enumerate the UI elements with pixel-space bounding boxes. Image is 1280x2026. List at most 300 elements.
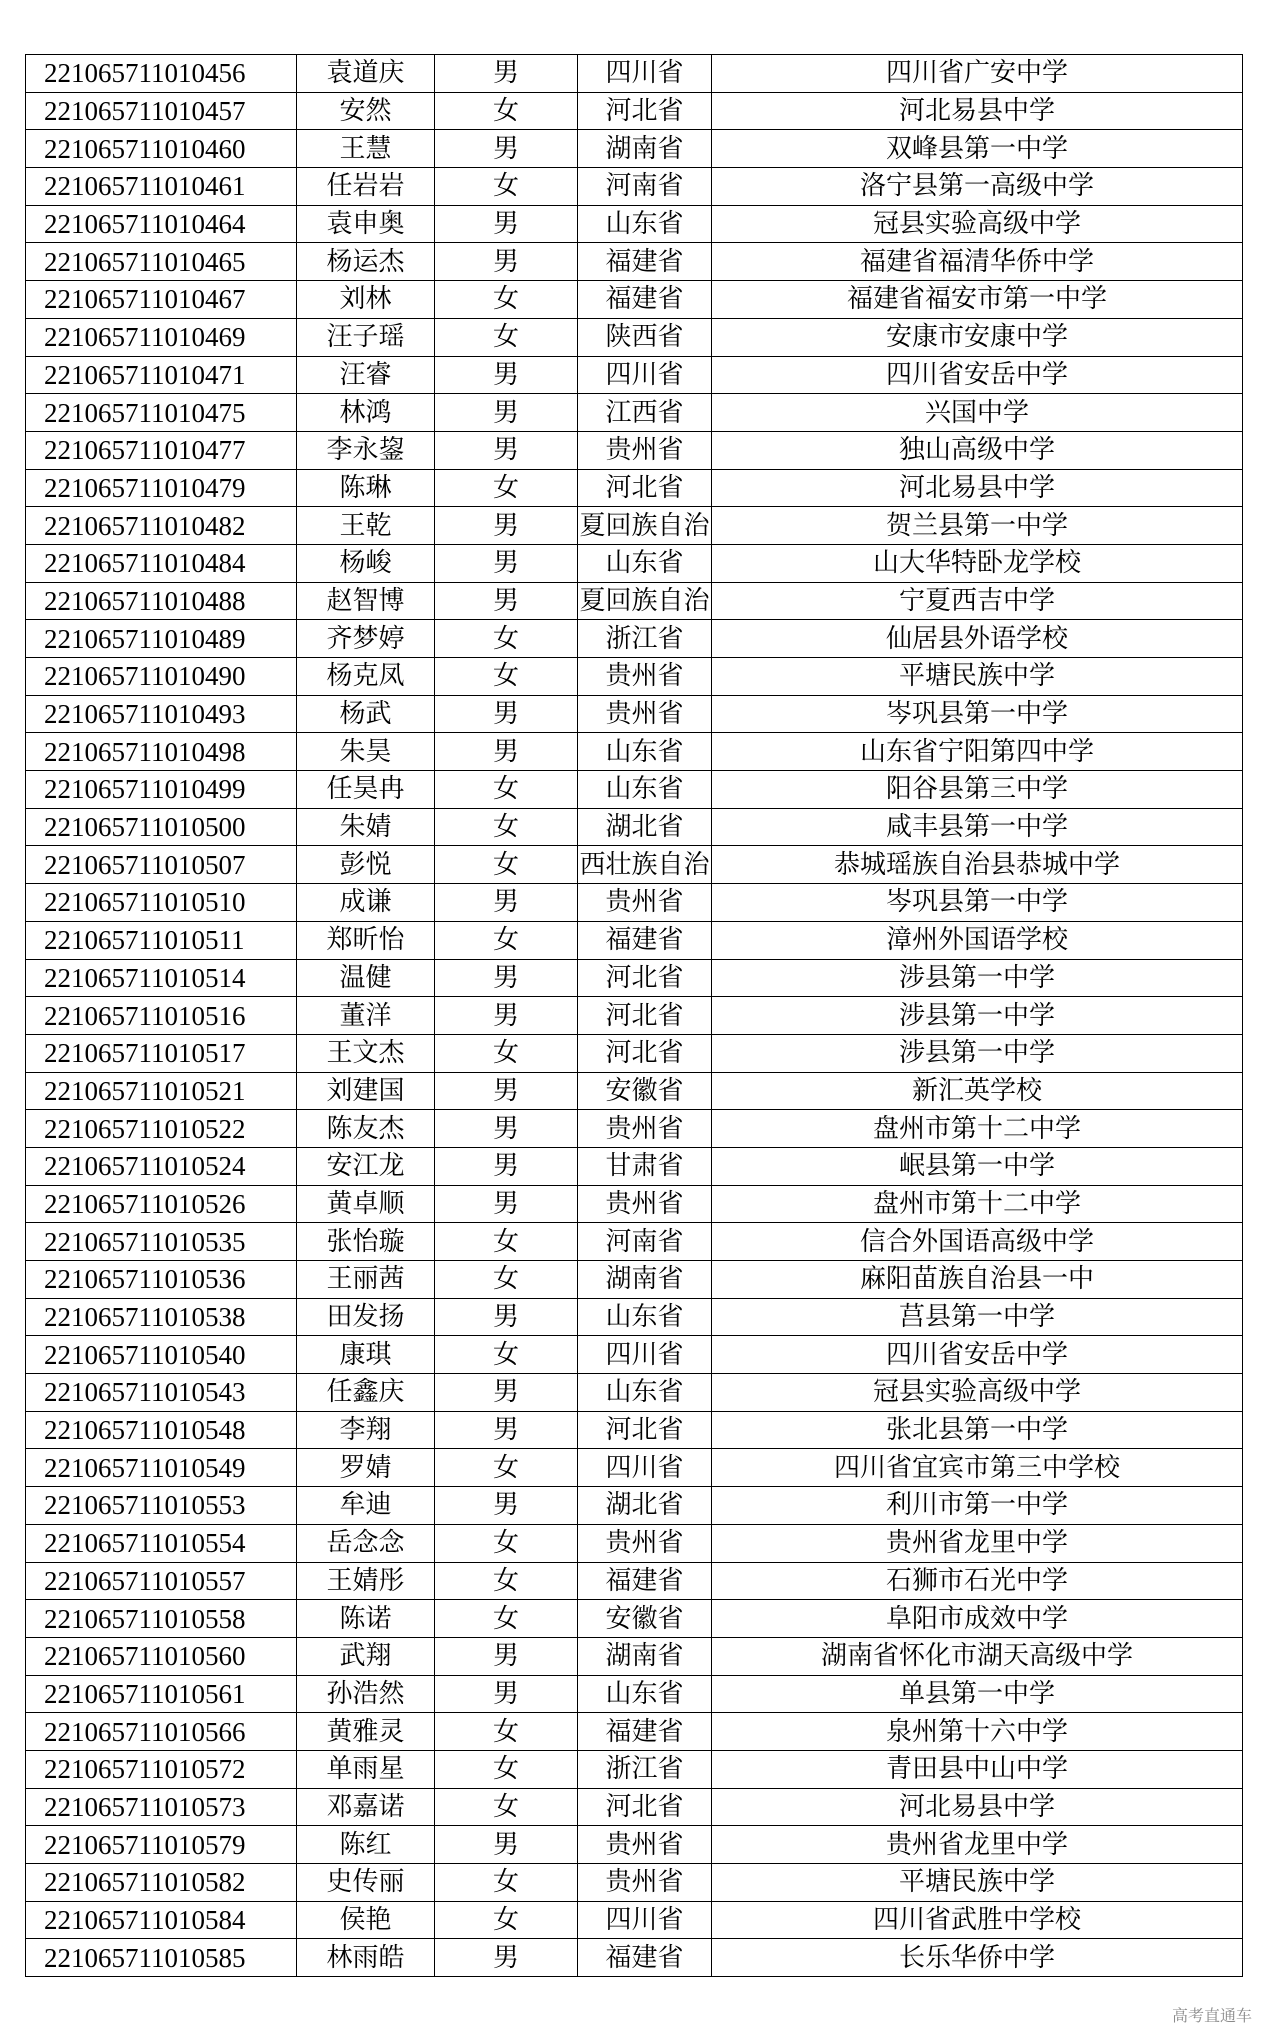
table-row (26, 1298, 1243, 1336)
gender-cell: 女 (435, 469, 578, 507)
school-cell: 长乐华侨中学 (712, 1939, 1243, 1977)
name-cell: 陈琳 (297, 469, 435, 507)
exam-id-cell: 221065711010471 (26, 356, 297, 394)
school-cell: 咸丰县第一中学 (712, 808, 1243, 846)
table-row (26, 658, 1243, 696)
province-cell: 河北省 (578, 1034, 712, 1072)
gender-cell: 女 (435, 1336, 578, 1374)
province-cell: 四川省 (578, 356, 712, 394)
table-row (26, 1185, 1243, 1223)
school-cell: 双峰县第一中学 (712, 130, 1243, 168)
name-cell: 任岩岩 (297, 168, 435, 206)
name-cell: 陈红 (297, 1826, 435, 1864)
name-cell: 张怡璇 (297, 1223, 435, 1261)
table-row (26, 1261, 1243, 1299)
school-cell: 山东省宁阳第四中学 (712, 733, 1243, 771)
exam-id-cell: 221065711010510 (26, 884, 297, 922)
school-cell: 盘州市第十二中学 (712, 1110, 1243, 1148)
school-cell: 青田县中山中学 (712, 1750, 1243, 1788)
name-cell: 岳念念 (297, 1524, 435, 1562)
exam-id-cell: 221065711010543 (26, 1374, 297, 1412)
school-cell: 仙居县外语学校 (712, 620, 1243, 658)
exam-id-cell: 221065711010549 (26, 1449, 297, 1487)
school-cell: 信合外国语高级中学 (712, 1223, 1243, 1261)
name-cell: 安江龙 (297, 1147, 435, 1185)
gender-cell: 女 (435, 1562, 578, 1600)
gender-cell: 女 (435, 620, 578, 658)
table-row (26, 469, 1243, 507)
name-cell: 林鸿 (297, 394, 435, 432)
school-cell: 涉县第一中学 (712, 959, 1243, 997)
exam-id-cell: 221065711010584 (26, 1901, 297, 1939)
exam-id-cell: 221065711010557 (26, 1562, 297, 1600)
exam-id-cell: 221065711010499 (26, 771, 297, 809)
exam-id-cell: 221065711010582 (26, 1864, 297, 1902)
table-row (26, 92, 1243, 130)
name-cell: 史传丽 (297, 1864, 435, 1902)
table-row (26, 1637, 1243, 1675)
exam-id-cell: 221065711010469 (26, 318, 297, 356)
province-cell: 湖南省 (578, 1261, 712, 1299)
province-cell: 湖南省 (578, 130, 712, 168)
school-cell: 涉县第一中学 (712, 997, 1243, 1035)
table-row (26, 1901, 1243, 1939)
school-cell: 兴国中学 (712, 394, 1243, 432)
gender-cell: 男 (435, 733, 578, 771)
name-cell: 陈友杰 (297, 1110, 435, 1148)
school-cell: 冠县实验高级中学 (712, 1374, 1243, 1412)
table-row (26, 168, 1243, 206)
province-cell: 贵州省 (578, 1864, 712, 1902)
exam-id-cell: 221065711010488 (26, 582, 297, 620)
gender-cell: 女 (435, 1788, 578, 1826)
province-cell: 四川省 (578, 1336, 712, 1374)
province-cell: 福建省 (578, 1713, 712, 1751)
school-cell: 单县第一中学 (712, 1675, 1243, 1713)
name-cell: 董洋 (297, 997, 435, 1035)
province-cell: 山东省 (578, 1298, 712, 1336)
gender-cell: 男 (435, 1637, 578, 1675)
exam-id-cell: 221065711010511 (26, 921, 297, 959)
school-cell: 贵州省龙里中学 (712, 1826, 1243, 1864)
exam-id-cell: 221065711010585 (26, 1939, 297, 1977)
name-cell: 王文杰 (297, 1034, 435, 1072)
watermark-text: 高考直通车 (1171, 2006, 1252, 2025)
province-cell: 贵州省 (578, 1185, 712, 1223)
exam-id-cell: 221065711010579 (26, 1826, 297, 1864)
province-cell: 贵州省 (578, 1524, 712, 1562)
table-row (26, 1562, 1243, 1600)
gender-cell: 男 (435, 1185, 578, 1223)
table-row (26, 507, 1243, 545)
exam-id-cell: 221065711010540 (26, 1336, 297, 1374)
exam-id-cell: 221065711010456 (26, 55, 297, 93)
province-cell: 夏回族自治 (578, 507, 712, 545)
name-cell: 侯艳 (297, 1901, 435, 1939)
exam-id-cell: 221065711010572 (26, 1750, 297, 1788)
table-row (26, 1147, 1243, 1185)
table-row (26, 997, 1243, 1035)
gender-cell: 男 (435, 1147, 578, 1185)
school-cell: 石狮市石光中学 (712, 1562, 1243, 1600)
exam-id-cell: 221065711010517 (26, 1034, 297, 1072)
school-cell: 岑巩县第一中学 (712, 884, 1243, 922)
school-cell: 阜阳市成效中学 (712, 1600, 1243, 1638)
school-cell: 河北易县中学 (712, 469, 1243, 507)
school-cell: 贵州省龙里中学 (712, 1524, 1243, 1562)
exam-id-cell: 221065711010490 (26, 658, 297, 696)
exam-id-cell: 221065711010507 (26, 846, 297, 884)
province-cell: 贵州省 (578, 431, 712, 469)
province-cell: 湖南省 (578, 1637, 712, 1675)
table-row (26, 771, 1243, 809)
table-row (26, 1449, 1243, 1487)
exam-id-cell: 221065711010554 (26, 1524, 297, 1562)
school-cell: 泉州第十六中学 (712, 1713, 1243, 1751)
school-cell: 新汇英学校 (712, 1072, 1243, 1110)
name-cell: 郑昕怡 (297, 921, 435, 959)
school-cell: 平塘民族中学 (712, 658, 1243, 696)
table-row (26, 1750, 1243, 1788)
table-row (26, 582, 1243, 620)
province-cell: 山东省 (578, 1374, 712, 1412)
province-cell: 陕西省 (578, 318, 712, 356)
exam-id-cell: 221065711010522 (26, 1110, 297, 1148)
table-row (26, 959, 1243, 997)
province-cell: 安徽省 (578, 1072, 712, 1110)
name-cell: 陈诺 (297, 1600, 435, 1638)
name-cell: 袁申奥 (297, 205, 435, 243)
gender-cell: 男 (435, 1487, 578, 1525)
exam-id-cell: 221065711010465 (26, 243, 297, 281)
name-cell: 邓嘉诺 (297, 1788, 435, 1826)
table-row (26, 695, 1243, 733)
table-row (26, 1826, 1243, 1864)
province-cell: 福建省 (578, 1562, 712, 1600)
province-cell: 贵州省 (578, 695, 712, 733)
table-row (26, 1411, 1243, 1449)
name-cell: 朱婧 (297, 808, 435, 846)
name-cell: 赵智博 (297, 582, 435, 620)
name-cell: 任鑫庆 (297, 1374, 435, 1412)
table-row (26, 1336, 1243, 1374)
school-cell: 四川省宜宾市第三中学校 (712, 1449, 1243, 1487)
name-cell: 康琪 (297, 1336, 435, 1374)
gender-cell: 女 (435, 658, 578, 696)
gender-cell: 女 (435, 1600, 578, 1638)
school-cell: 利川市第一中学 (712, 1487, 1243, 1525)
name-cell: 黄卓顺 (297, 1185, 435, 1223)
exam-id-cell: 221065711010461 (26, 168, 297, 206)
name-cell: 刘林 (297, 281, 435, 319)
table-body (26, 55, 1243, 1977)
province-cell: 河北省 (578, 469, 712, 507)
table-row (26, 55, 1243, 93)
name-cell: 王乾 (297, 507, 435, 545)
school-cell: 四川省安岳中学 (712, 356, 1243, 394)
province-cell: 甘肃省 (578, 1147, 712, 1185)
name-cell: 孙浩然 (297, 1675, 435, 1713)
school-cell: 洛宁县第一高级中学 (712, 168, 1243, 206)
name-cell: 袁道庆 (297, 55, 435, 93)
province-cell: 西壮族自治 (578, 846, 712, 884)
school-cell: 湖南省怀化市湖天高级中学 (712, 1637, 1243, 1675)
gender-cell: 男 (435, 1110, 578, 1148)
exam-id-cell: 221065711010479 (26, 469, 297, 507)
name-cell: 安然 (297, 92, 435, 130)
exam-id-cell: 221065711010538 (26, 1298, 297, 1336)
exam-id-cell: 221065711010514 (26, 959, 297, 997)
school-cell: 麻阳苗族自治县一中 (712, 1261, 1243, 1299)
province-cell: 湖北省 (578, 1487, 712, 1525)
province-cell: 山东省 (578, 733, 712, 771)
gender-cell: 女 (435, 1449, 578, 1487)
gender-cell: 女 (435, 168, 578, 206)
gender-cell: 女 (435, 921, 578, 959)
name-cell: 李永鋆 (297, 431, 435, 469)
gender-cell: 女 (435, 92, 578, 130)
gender-cell: 女 (435, 1713, 578, 1751)
name-cell: 汪睿 (297, 356, 435, 394)
gender-cell: 女 (435, 1034, 578, 1072)
school-cell: 涉县第一中学 (712, 1034, 1243, 1072)
gender-cell: 男 (435, 431, 578, 469)
gender-cell: 男 (435, 1072, 578, 1110)
name-cell: 武翔 (297, 1637, 435, 1675)
exam-id-cell: 221065711010498 (26, 733, 297, 771)
gender-cell: 男 (435, 997, 578, 1035)
province-cell: 湖北省 (578, 808, 712, 846)
name-cell: 王丽茜 (297, 1261, 435, 1299)
exam-id-cell: 221065711010489 (26, 620, 297, 658)
exam-id-cell: 221065711010561 (26, 1675, 297, 1713)
exam-id-cell: 221065711010524 (26, 1147, 297, 1185)
gender-cell: 男 (435, 582, 578, 620)
province-cell: 河南省 (578, 1223, 712, 1261)
school-cell: 福建省福清华侨中学 (712, 243, 1243, 281)
school-cell: 恭城瑶族自治县恭城中学 (712, 846, 1243, 884)
table-row (26, 1788, 1243, 1826)
province-cell: 夏回族自治 (578, 582, 712, 620)
table-row (26, 1864, 1243, 1902)
province-cell: 浙江省 (578, 1750, 712, 1788)
table-row (26, 620, 1243, 658)
table-row (26, 281, 1243, 319)
gender-cell: 女 (435, 771, 578, 809)
gender-cell: 男 (435, 1298, 578, 1336)
province-cell: 河南省 (578, 168, 712, 206)
province-cell: 江西省 (578, 394, 712, 432)
name-cell: 田发扬 (297, 1298, 435, 1336)
school-cell: 河北易县中学 (712, 92, 1243, 130)
gender-cell: 男 (435, 959, 578, 997)
province-cell: 福建省 (578, 1939, 712, 1977)
province-cell: 河北省 (578, 997, 712, 1035)
name-cell: 杨运杰 (297, 243, 435, 281)
exam-id-cell: 221065711010516 (26, 997, 297, 1035)
school-cell: 山大华特卧龙学校 (712, 544, 1243, 582)
name-cell: 林雨皓 (297, 1939, 435, 1977)
table-row (26, 1374, 1243, 1412)
name-cell: 杨武 (297, 695, 435, 733)
exam-id-cell: 221065711010558 (26, 1600, 297, 1638)
gender-cell: 女 (435, 1261, 578, 1299)
name-cell: 杨克凤 (297, 658, 435, 696)
table-row (26, 130, 1243, 168)
gender-cell: 男 (435, 394, 578, 432)
name-cell: 刘建国 (297, 1072, 435, 1110)
school-cell: 四川省广安中学 (712, 55, 1243, 93)
gender-cell: 男 (435, 1675, 578, 1713)
table-row (26, 1939, 1243, 1977)
name-cell: 汪子瑶 (297, 318, 435, 356)
gender-cell: 男 (435, 205, 578, 243)
gender-cell: 女 (435, 318, 578, 356)
name-cell: 成谦 (297, 884, 435, 922)
school-cell: 漳州外国语学校 (712, 921, 1243, 959)
name-cell: 彭悦 (297, 846, 435, 884)
exam-id-cell: 221065711010560 (26, 1637, 297, 1675)
province-cell: 安徽省 (578, 1600, 712, 1638)
exam-id-cell: 221065711010548 (26, 1411, 297, 1449)
school-cell: 冠县实验高级中学 (712, 205, 1243, 243)
school-cell: 张北县第一中学 (712, 1411, 1243, 1449)
gender-cell: 男 (435, 884, 578, 922)
province-cell: 贵州省 (578, 1110, 712, 1148)
school-cell: 岑巩县第一中学 (712, 695, 1243, 733)
province-cell: 河北省 (578, 92, 712, 130)
table-row (26, 1675, 1243, 1713)
exam-id-cell: 221065711010526 (26, 1185, 297, 1223)
province-cell: 河北省 (578, 1788, 712, 1826)
school-cell: 独山高级中学 (712, 431, 1243, 469)
table-row (26, 1524, 1243, 1562)
table-row (26, 1034, 1243, 1072)
province-cell: 山东省 (578, 544, 712, 582)
gender-cell: 女 (435, 281, 578, 319)
table-row (26, 1110, 1243, 1148)
province-cell: 山东省 (578, 1675, 712, 1713)
name-cell: 杨峻 (297, 544, 435, 582)
exam-id-cell: 221065711010464 (26, 205, 297, 243)
school-cell: 莒县第一中学 (712, 1298, 1243, 1336)
province-cell: 四川省 (578, 1901, 712, 1939)
province-cell: 贵州省 (578, 658, 712, 696)
exam-id-cell: 221065711010467 (26, 281, 297, 319)
table-row (26, 1223, 1243, 1261)
name-cell: 王慧 (297, 130, 435, 168)
table-row (26, 921, 1243, 959)
name-cell: 齐梦婷 (297, 620, 435, 658)
gender-cell: 女 (435, 1901, 578, 1939)
gender-cell: 男 (435, 1411, 578, 1449)
gender-cell: 男 (435, 1826, 578, 1864)
exam-id-cell: 221065711010535 (26, 1223, 297, 1261)
exam-id-cell: 221065711010477 (26, 431, 297, 469)
exam-id-cell: 221065711010482 (26, 507, 297, 545)
table-row (26, 808, 1243, 846)
exam-id-cell: 221065711010493 (26, 695, 297, 733)
exam-id-cell: 221065711010536 (26, 1261, 297, 1299)
exam-id-cell: 221065711010521 (26, 1072, 297, 1110)
gender-cell: 女 (435, 846, 578, 884)
name-cell: 牟迪 (297, 1487, 435, 1525)
school-cell: 平塘民族中学 (712, 1864, 1243, 1902)
school-cell: 岷县第一中学 (712, 1147, 1243, 1185)
name-cell: 任昊冉 (297, 771, 435, 809)
gender-cell: 男 (435, 695, 578, 733)
gender-cell: 男 (435, 130, 578, 168)
exam-id-cell: 221065711010573 (26, 1788, 297, 1826)
name-cell: 单雨星 (297, 1750, 435, 1788)
table-row (26, 205, 1243, 243)
school-cell: 四川省武胜中学校 (712, 1901, 1243, 1939)
exam-id-cell: 221065711010457 (26, 92, 297, 130)
table-row (26, 318, 1243, 356)
province-cell: 贵州省 (578, 884, 712, 922)
name-cell: 朱昊 (297, 733, 435, 771)
school-cell: 四川省安岳中学 (712, 1336, 1243, 1374)
gender-cell: 女 (435, 1864, 578, 1902)
table-row (26, 1487, 1243, 1525)
table-row (26, 431, 1243, 469)
name-cell: 黄雅灵 (297, 1713, 435, 1751)
exam-id-cell: 221065711010553 (26, 1487, 297, 1525)
gender-cell: 男 (435, 1374, 578, 1412)
name-cell: 王婧彤 (297, 1562, 435, 1600)
table-row (26, 884, 1243, 922)
school-cell: 盘州市第十二中学 (712, 1185, 1243, 1223)
province-cell: 福建省 (578, 243, 712, 281)
school-cell: 福建省福安市第一中学 (712, 281, 1243, 319)
province-cell: 四川省 (578, 55, 712, 93)
exam-id-cell: 221065711010500 (26, 808, 297, 846)
name-cell: 李翔 (297, 1411, 435, 1449)
province-cell: 河北省 (578, 959, 712, 997)
table-row (26, 1713, 1243, 1751)
exam-id-cell: 221065711010566 (26, 1713, 297, 1751)
gender-cell: 男 (435, 55, 578, 93)
table-row (26, 356, 1243, 394)
exam-id-cell: 221065711010484 (26, 544, 297, 582)
province-cell: 山东省 (578, 205, 712, 243)
gender-cell: 女 (435, 1524, 578, 1562)
gender-cell: 女 (435, 808, 578, 846)
table-row (26, 243, 1243, 281)
province-cell: 贵州省 (578, 1826, 712, 1864)
school-cell: 安康市安康中学 (712, 318, 1243, 356)
gender-cell: 男 (435, 507, 578, 545)
student-list-table (25, 54, 1243, 1977)
school-cell: 河北易县中学 (712, 1788, 1243, 1826)
gender-cell: 女 (435, 1223, 578, 1261)
school-cell: 贺兰县第一中学 (712, 507, 1243, 545)
gender-cell: 女 (435, 1750, 578, 1788)
name-cell: 罗婧 (297, 1449, 435, 1487)
gender-cell: 男 (435, 356, 578, 394)
table-row (26, 846, 1243, 884)
gender-cell: 男 (435, 544, 578, 582)
school-cell: 宁夏西吉中学 (712, 582, 1243, 620)
name-cell: 温健 (297, 959, 435, 997)
province-cell: 河北省 (578, 1411, 712, 1449)
province-cell: 山东省 (578, 771, 712, 809)
table-row (26, 733, 1243, 771)
province-cell: 浙江省 (578, 620, 712, 658)
table-row (26, 394, 1243, 432)
exam-id-cell: 221065711010475 (26, 394, 297, 432)
table-row (26, 1600, 1243, 1638)
